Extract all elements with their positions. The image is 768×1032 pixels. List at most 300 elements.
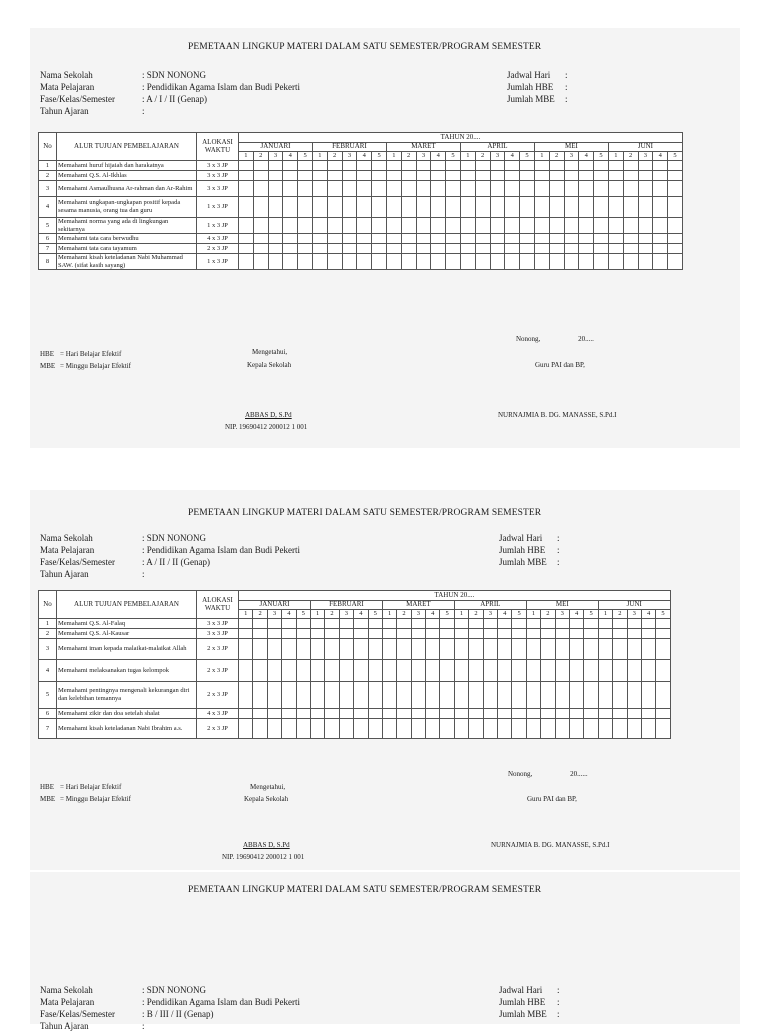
week-number: 1 [239, 610, 253, 619]
page-2-info-left [40, 532, 300, 580]
week-cell [534, 171, 549, 181]
week-cell [431, 181, 446, 197]
page-2-kepsek-nip: NIP. 19690412 200012 1 001 [222, 853, 305, 861]
week-cell [475, 234, 490, 244]
header-tahun: TAHUN 20.... [239, 133, 683, 143]
week-cell [569, 629, 583, 639]
week-cell [339, 660, 353, 682]
week-cell [520, 218, 535, 234]
info-value: : [565, 82, 568, 92]
week-cell [267, 629, 281, 639]
week-cell [555, 639, 569, 660]
info-row [40, 984, 300, 996]
info-value: : [557, 985, 560, 995]
week-cell [454, 629, 468, 639]
week-number: 2 [325, 610, 339, 619]
info-label: Jadwal Hari [499, 985, 543, 995]
week-cell [534, 181, 549, 197]
week-cell [641, 629, 655, 639]
week-cell [512, 619, 526, 629]
row-no: 3 [39, 639, 57, 660]
week-cell [555, 709, 569, 719]
week-cell [584, 682, 598, 709]
row-alokasi: 2 x 3 JP [197, 639, 239, 660]
week-cell [368, 619, 382, 629]
row-no: 7 [39, 719, 57, 739]
week-cell [239, 629, 253, 639]
week-cell [638, 244, 653, 254]
week-cell [312, 171, 327, 181]
week-cell [416, 254, 431, 270]
week-cell [267, 619, 281, 629]
week-cell [397, 619, 411, 629]
week-cell [579, 171, 594, 181]
row-alokasi: 3 x 3 JP [197, 161, 239, 171]
week-number: 3 [268, 152, 283, 161]
week-cell [431, 254, 446, 270]
week-cell [623, 244, 638, 254]
week-cell [357, 218, 372, 234]
week-cell [386, 161, 401, 171]
info-row [40, 996, 300, 1008]
week-cell [357, 254, 372, 270]
week-cell [520, 254, 535, 270]
week-cell [253, 197, 268, 218]
legend-key: HBE [40, 783, 54, 791]
info-row [499, 996, 560, 1008]
week-cell [354, 682, 368, 709]
week-cell [549, 171, 564, 181]
week-cell [397, 629, 411, 639]
week-cell [579, 197, 594, 218]
week-number: 1 [598, 610, 612, 619]
week-number: 2 [253, 610, 267, 619]
week-cell [460, 171, 475, 181]
week-cell [382, 682, 396, 709]
week-cell [475, 197, 490, 218]
week-cell [296, 619, 310, 629]
week-cell [253, 619, 267, 629]
week-cell [282, 709, 296, 719]
week-cell [253, 171, 268, 181]
page-1-kepsek-nip: NIP. 19690412 200012 1 001 [225, 423, 308, 431]
week-cell [638, 161, 653, 171]
week-cell [312, 197, 327, 218]
row-alokasi: 2 x 3 JP [197, 719, 239, 739]
row-atp: Memahami tata cara tayamum [57, 244, 197, 254]
week-cell [368, 719, 382, 739]
week-cell [339, 719, 353, 739]
week-cell [312, 254, 327, 270]
week-cell [354, 619, 368, 629]
week-number: 1 [526, 610, 540, 619]
legend-key: HBE [40, 350, 54, 358]
header-no: No [39, 591, 57, 619]
week-cell [342, 181, 357, 197]
week-number: 4 [357, 152, 372, 161]
row-no: 2 [39, 171, 57, 181]
week-cell [239, 181, 254, 197]
week-cell [526, 660, 540, 682]
week-cell [653, 181, 668, 197]
week-cell [386, 181, 401, 197]
week-cell [282, 629, 296, 639]
week-cell [668, 218, 683, 234]
week-cell [505, 254, 520, 270]
week-number: 5 [594, 152, 609, 161]
week-cell [372, 218, 387, 234]
week-cell [584, 719, 598, 739]
week-cell [549, 197, 564, 218]
month-header: JANUARI [239, 143, 313, 152]
week-cell [411, 682, 425, 709]
table-header-row [39, 133, 683, 143]
row-alokasi: 3 x 3 JP [197, 629, 239, 639]
week-cell [549, 218, 564, 234]
week-cell [296, 629, 310, 639]
info-row [499, 544, 560, 556]
week-cell [253, 181, 268, 197]
info-value: : B / III / II (Genap) [142, 1009, 214, 1019]
row-alokasi: 3 x 3 JP [197, 181, 239, 197]
week-cell [668, 197, 683, 218]
week-cell [342, 234, 357, 244]
row-alokasi: 4 x 3 JP [197, 709, 239, 719]
week-cell [282, 682, 296, 709]
week-cell [310, 619, 324, 629]
week-cell [368, 682, 382, 709]
table-row [39, 629, 671, 639]
week-cell [627, 682, 641, 709]
week-cell [498, 682, 512, 709]
week-number: 1 [386, 152, 401, 161]
table-row [39, 719, 671, 739]
week-cell [668, 171, 683, 181]
week-cell [512, 660, 526, 682]
week-cell [498, 619, 512, 629]
header-alokasi: ALOKASI WAKTU [197, 133, 239, 161]
info-label: Nama Sekolah [40, 70, 93, 80]
week-cell [267, 682, 281, 709]
row-no: 7 [39, 244, 57, 254]
info-row [40, 69, 300, 81]
week-cell [549, 254, 564, 270]
week-cell [613, 639, 627, 660]
week-cell [253, 660, 267, 682]
info-row [507, 93, 568, 105]
table-row [39, 197, 683, 218]
header-atp: ALUR TUJUAN PEMBELAJARAN [57, 133, 197, 161]
week-cell [267, 639, 281, 660]
row-atp: Memahami ungkapan-ungkapan positif kepada sesama manusia, orang tua dan guru [57, 197, 197, 218]
week-cell [498, 719, 512, 739]
week-number: 4 [579, 152, 594, 161]
week-cell [454, 619, 468, 629]
row-alokasi: 2 x 3 JP [197, 660, 239, 682]
week-cell [296, 719, 310, 739]
week-number: 4 [569, 610, 583, 619]
month-header: APRIL [460, 143, 534, 152]
week-cell [386, 244, 401, 254]
week-number: 2 [623, 152, 638, 161]
week-cell [564, 171, 579, 181]
page-2-title: PEMETAAN LINGKUP MATERI DALAM SATU SEMESTER/PROGRAM SEMESTER [188, 508, 542, 518]
week-cell [623, 197, 638, 218]
week-cell [253, 629, 267, 639]
week-cell [397, 682, 411, 709]
page-3-info-left [40, 984, 300, 1032]
month-header: MEI [534, 143, 608, 152]
week-cell [653, 234, 668, 244]
week-cell [431, 244, 446, 254]
week-cell [416, 161, 431, 171]
week-cell [440, 629, 454, 639]
week-number: 1 [310, 610, 324, 619]
week-cell [623, 181, 638, 197]
week-number: 1 [312, 152, 327, 161]
week-cell [520, 161, 535, 171]
week-cell [310, 719, 324, 739]
week-cell [372, 197, 387, 218]
week-cell [627, 619, 641, 629]
week-cell [579, 244, 594, 254]
week-cell [283, 254, 298, 270]
week-cell [327, 197, 342, 218]
week-number: 3 [267, 610, 281, 619]
row-no: 6 [39, 709, 57, 719]
info-label: Fase/Kelas/Semester [40, 557, 115, 567]
week-number: 5 [298, 152, 313, 161]
week-cell [282, 639, 296, 660]
week-cell [327, 244, 342, 254]
week-cell [411, 639, 425, 660]
row-atp: Memahami zikir dan doa setelah shalat [57, 709, 197, 719]
week-cell [505, 171, 520, 181]
week-cell [446, 254, 461, 270]
week-cell [268, 181, 283, 197]
week-cell [555, 629, 569, 639]
info-label: Tahun Ajaran [40, 1021, 89, 1031]
week-cell [460, 218, 475, 234]
week-cell [310, 660, 324, 682]
page-1-kepala-sekolah: Kepala Sekolah [247, 361, 292, 369]
week-cell [594, 234, 609, 244]
week-cell [253, 639, 267, 660]
week-cell [656, 682, 670, 709]
week-cell [310, 639, 324, 660]
page-1-date-line [516, 335, 594, 343]
week-cell [312, 244, 327, 254]
week-cell [368, 660, 382, 682]
week-cell [564, 197, 579, 218]
week-cell [490, 171, 505, 181]
week-number: 3 [627, 610, 641, 619]
week-cell [469, 719, 483, 739]
week-cell [426, 639, 440, 660]
week-cell [541, 619, 555, 629]
week-cell [638, 254, 653, 270]
week-cell [312, 181, 327, 197]
week-number: 3 [483, 610, 497, 619]
info-label: Mata Pelajaran [40, 82, 95, 92]
week-cell [505, 161, 520, 171]
week-cell [416, 171, 431, 181]
week-cell [512, 719, 526, 739]
info-row [40, 568, 300, 580]
row-no: 1 [39, 161, 57, 171]
week-cell [668, 254, 683, 270]
week-cell [397, 639, 411, 660]
header-atp: ALUR TUJUAN PEMBELAJARAN [57, 591, 197, 619]
week-cell [623, 161, 638, 171]
week-cell [268, 197, 283, 218]
row-atp: Memahami melaksanakan tugas kelompok [57, 660, 197, 682]
week-cell [339, 619, 353, 629]
week-cell [357, 244, 372, 254]
page-3-info-right [499, 984, 560, 1020]
week-cell [327, 254, 342, 270]
week-cell [653, 197, 668, 218]
info-value: : Pendidikan Agama Islam dan Budi Pekerti [142, 82, 300, 92]
week-cell [446, 218, 461, 234]
week-cell [505, 218, 520, 234]
week-cell [520, 234, 535, 244]
week-number: 3 [555, 610, 569, 619]
week-cell [598, 660, 612, 682]
week-cell [283, 234, 298, 244]
week-cell [483, 629, 497, 639]
week-cell [239, 619, 253, 629]
week-cell [268, 171, 283, 181]
info-row [507, 69, 568, 81]
week-cell [608, 181, 623, 197]
week-cell [469, 639, 483, 660]
week-cell [598, 619, 612, 629]
week-cell [638, 234, 653, 244]
week-cell [325, 629, 339, 639]
week-cell [653, 161, 668, 171]
week-cell [520, 171, 535, 181]
week-cell [382, 619, 396, 629]
week-cell [283, 181, 298, 197]
week-cell [613, 629, 627, 639]
row-atp: Memahami iman kepada malaikat-malaikat Allah [57, 639, 197, 660]
week-cell [460, 254, 475, 270]
week-cell [282, 660, 296, 682]
row-alokasi: 1 x 3 JP [197, 218, 239, 234]
week-cell [327, 161, 342, 171]
week-cell [608, 254, 623, 270]
week-cell [440, 660, 454, 682]
week-cell [239, 218, 254, 234]
info-row [499, 1008, 560, 1020]
week-cell [569, 619, 583, 629]
page-2-schedule-table [38, 590, 671, 739]
week-cell [354, 639, 368, 660]
week-cell [327, 234, 342, 244]
week-cell [594, 254, 609, 270]
info-value: : [557, 545, 560, 555]
week-cell [564, 254, 579, 270]
info-row [40, 81, 300, 93]
week-number: 1 [454, 610, 468, 619]
week-cell [372, 254, 387, 270]
week-cell [549, 181, 564, 197]
week-cell [505, 181, 520, 197]
week-cell [282, 619, 296, 629]
week-cell [372, 234, 387, 244]
week-cell [598, 682, 612, 709]
week-cell [386, 254, 401, 270]
week-cell [426, 619, 440, 629]
week-cell [641, 660, 655, 682]
info-value: : A / II / II (Genap) [142, 557, 210, 567]
week-cell [613, 660, 627, 682]
week-cell [668, 234, 683, 244]
week-cell [498, 709, 512, 719]
week-cell [342, 161, 357, 171]
week-number: 1 [460, 152, 475, 161]
week-cell [498, 660, 512, 682]
week-cell [411, 660, 425, 682]
week-cell [426, 709, 440, 719]
row-no: 4 [39, 660, 57, 682]
week-cell [555, 682, 569, 709]
week-cell [490, 244, 505, 254]
info-value: : [557, 997, 560, 1007]
table-header-row [39, 591, 671, 601]
week-cell [579, 181, 594, 197]
header-alokasi: ALOKASI WAKTU [197, 591, 239, 619]
legend-row [40, 793, 131, 805]
month-header: JANUARI [239, 601, 311, 610]
month-header: FEBRUARI [312, 143, 386, 152]
week-cell [569, 682, 583, 709]
week-cell [613, 619, 627, 629]
week-cell [623, 254, 638, 270]
week-cell [653, 218, 668, 234]
week-cell [534, 161, 549, 171]
info-value: : [142, 569, 145, 579]
row-atp: Memahami tata cara berwudhu [57, 234, 197, 244]
week-cell [638, 218, 653, 234]
week-cell [239, 639, 253, 660]
page-2-kepala-sekolah: Kepala Sekolah [244, 795, 289, 803]
week-cell [416, 181, 431, 197]
info-value: : [557, 557, 560, 567]
week-number: 4 [505, 152, 520, 161]
week-cell [608, 244, 623, 254]
week-cell [594, 218, 609, 234]
table-row [39, 682, 671, 709]
week-cell [283, 218, 298, 234]
week-number: 4 [354, 610, 368, 619]
week-cell [638, 181, 653, 197]
week-cell [598, 719, 612, 739]
legend-key: MBE [40, 362, 56, 370]
week-cell [239, 682, 253, 709]
week-number: 4 [498, 610, 512, 619]
week-cell [327, 218, 342, 234]
week-number: 4 [641, 610, 655, 619]
week-cell [613, 709, 627, 719]
week-cell [653, 254, 668, 270]
week-cell [656, 709, 670, 719]
week-cell [490, 218, 505, 234]
row-no: 5 [39, 682, 57, 709]
info-label: Mata Pelajaran [40, 997, 95, 1007]
info-label: Mata Pelajaran [40, 545, 95, 555]
